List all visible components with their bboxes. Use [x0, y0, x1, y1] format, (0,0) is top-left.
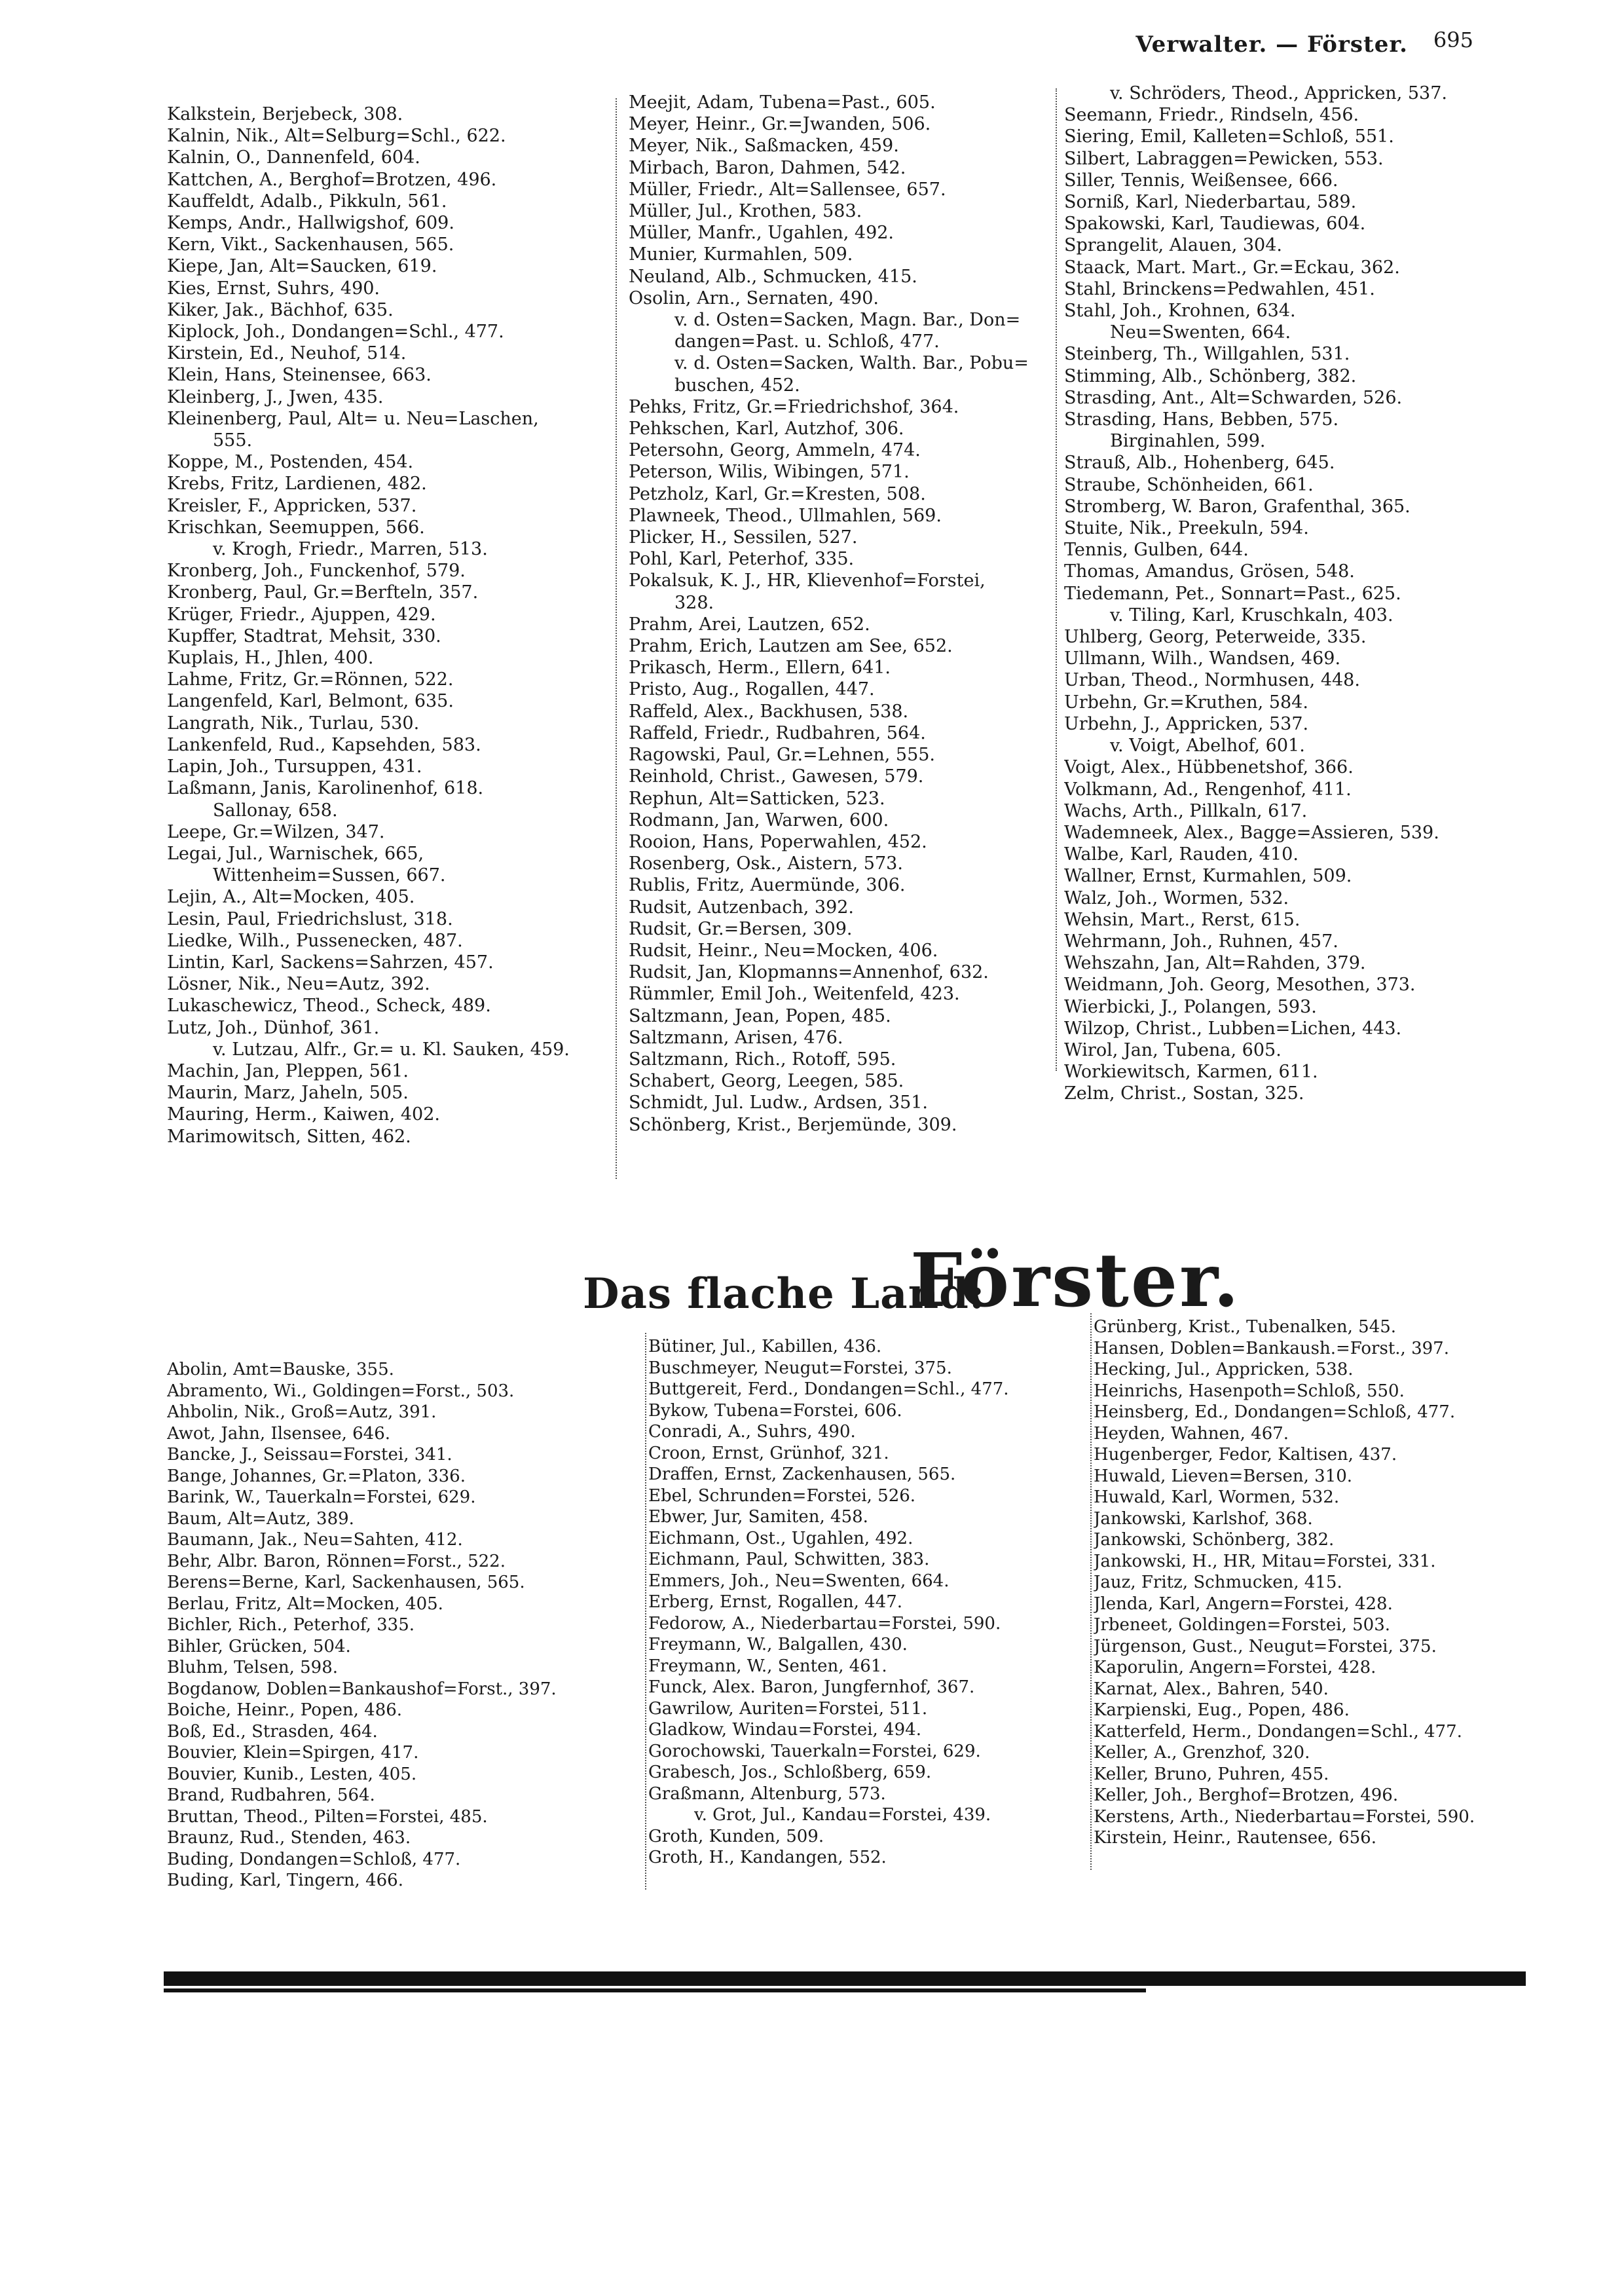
list-item: Heinsberg, Ed., Dondangen=Schloß, 477.: [1094, 1402, 1456, 1422]
list-item: Müller, Manfr., Ugahlen, 492.: [629, 223, 895, 244]
list-item: Zelm, Christ., Sostan, 325.: [1064, 1083, 1304, 1104]
list-item: Berens=Berne, Karl, Sackenhausen, 565.: [167, 1573, 525, 1592]
list-item: Lukaschewicz, Theod., Scheck, 489.: [167, 996, 491, 1017]
list-item: Rudsit, Gr.=Bersen, 309.: [629, 918, 853, 939]
list-item: Baum, Alt=Autz, 389.: [167, 1508, 354, 1529]
list-item: Gawrilow, Auriten=Forstei, 511.: [648, 1698, 928, 1719]
list-item: Lankenfeld, Rud., Kapsehden, 583.: [167, 734, 481, 755]
foerster-column-1: [167, 1359, 652, 1892]
list-item: Eichmann, Paul, Schwitten, 383.: [648, 1550, 930, 1569]
list-item: 555.: [213, 430, 253, 451]
list-item: Lesin, Paul, Friedrichslust, 318.: [167, 908, 453, 929]
list-item: Awot, Jahn, Ilsensee, 646.: [167, 1423, 391, 1444]
list-item: Kalnin, O., Dannenfeld, 604.: [167, 147, 420, 168]
list-item: Conradi, A., Suhrs, 490.: [648, 1422, 856, 1442]
list-item: Lintin, Karl, Sackens=Sahrzen, 457.: [167, 952, 494, 973]
list-item: Rümmler, Emil Joh., Weitenfeld, 423.: [629, 984, 960, 1005]
list-item: Boß, Ed., Strasden, 464.: [167, 1721, 378, 1742]
page-header: [1015, 25, 1473, 64]
section-heading-left: Das flache Land:: [583, 1269, 986, 1318]
list-item: Stahl, Brinckens=Pedwahlen, 451.: [1064, 278, 1375, 299]
list-item: Stimming, Alb., Schönberg, 382.: [1064, 365, 1357, 386]
list-item: Rudsit, Autzenbach, 392.: [629, 897, 855, 918]
list-item: Croon, Ernst, Grünhof, 321.: [648, 1443, 889, 1463]
list-item: Emmers, Joh., Neu=Swenten, 664.: [648, 1571, 950, 1591]
list-item: Baumann, Jak., Neu=Sahten, 412.: [167, 1530, 463, 1550]
list-item: Bancke, J., Seissau=Forstei, 341.: [167, 1445, 452, 1465]
list-item: Fedorow, A., Niederbartau=Forstei, 590.: [648, 1613, 1001, 1633]
list-item: Walz, Joh., Wormen, 532.: [1064, 887, 1289, 908]
list-item: Sprangelit, Alauen, 304.: [1064, 235, 1282, 256]
list-item: Marimowitsch, Sitten, 462.: [167, 1126, 411, 1147]
list-item: Langenfeld, Karl, Belmont, 635.: [167, 691, 454, 712]
list-item: Jürgenson, Gust., Neugut=Forstei, 375.: [1094, 1636, 1437, 1656]
list-item: Kemps, Andr., Hallwigshof, 609.: [167, 213, 454, 234]
list-item: Ullmann, Wilh., Wandsen, 469.: [1064, 648, 1341, 669]
list-item: Rodmann, Jan, Warwen, 600.: [629, 810, 889, 830]
list-item: Wirol, Jan, Tubena, 605.: [1064, 1039, 1282, 1060]
list-item: Wallner, Ernst, Kurmahlen, 509.: [1064, 866, 1352, 887]
list-item: Kiepe, Jan, Alt=Saucken, 619.: [167, 256, 437, 277]
list-item: dangen=Past. u. Schloß, 477.: [674, 331, 940, 352]
list-item: Jauz, Fritz, Schmucken, 415.: [1094, 1573, 1342, 1592]
list-item: Kreisler, F., Appricken, 537.: [167, 495, 417, 516]
list-item: Hansen, Doblen=Bankaush.=Forst., 397.: [1094, 1338, 1449, 1358]
list-item: v. Tiling, Karl, Kruschkaln, 403.: [1110, 605, 1393, 625]
list-item: Jrbeneet, Goldingen=Forstei, 503.: [1094, 1615, 1390, 1635]
list-item: Birginahlen, 599.: [1110, 431, 1266, 452]
list-item: Spakowski, Karl, Taudiewas, 604.: [1064, 214, 1366, 234]
list-item: Wittenheim=Sussen, 667.: [213, 865, 446, 886]
list-item: Schmidt, Jul. Ludw., Ardsen, 351.: [629, 1092, 929, 1113]
list-item: Tennis, Gulben, 644.: [1064, 540, 1249, 561]
foerster-column-2: [648, 1336, 1100, 1869]
list-item: Krebs, Fritz, Lardienen, 482.: [167, 474, 427, 494]
list-item: Groth, H., Kandangen, 552.: [648, 1848, 887, 1867]
list-item: Abramento, Wi., Goldingen=Forst., 503.: [167, 1381, 515, 1401]
list-item: Freymann, W., Senten, 461.: [648, 1656, 887, 1676]
list-item: Wehszahn, Jan, Alt=Rahden, 379.: [1064, 953, 1366, 974]
list-item: Machin, Jan, Pleppen, 561.: [167, 1060, 409, 1081]
list-item: Bütiner, Jul., Kabillen, 436.: [648, 1337, 882, 1356]
list-item: Langrath, Nik., Turlau, 530.: [167, 713, 420, 734]
list-item: Koppe, M., Postenden, 454.: [167, 452, 414, 473]
list-item: v. Lutzau, Alfr., Gr.= u. Kl. Sauken, 459.: [213, 1039, 570, 1060]
list-item: Straube, Schönheiden, 661.: [1064, 474, 1314, 495]
list-item: Plicker, H., Sessilen, 527.: [629, 527, 858, 548]
list-item: Munier, Kurmahlen, 509.: [629, 244, 853, 265]
list-item: Silbert, Labraggen=Pewicken, 553.: [1064, 148, 1384, 169]
list-item: Heyden, Wahnen, 467.: [1094, 1423, 1289, 1444]
list-item: Weidmann, Joh. Georg, Mesothen, 373.: [1064, 975, 1416, 996]
list-item: Kattchen, A., Berghof=Brotzen, 496.: [167, 169, 497, 190]
list-item: Grünberg, Krist., Tubenalken, 545.: [1094, 1317, 1397, 1337]
list-item: Rudsit, Heinr., Neu=Mocken, 406.: [629, 940, 938, 961]
list-item: Voigt, Alex., Hübbenetshof, 366.: [1064, 757, 1354, 778]
list-item: Wehrmann, Joh., Ruhnen, 457.: [1064, 931, 1338, 952]
list-item: Strasding, Ant., Alt=Schwarden, 526.: [1064, 387, 1403, 408]
list-item: Keller, A., Grenzhof, 320.: [1094, 1743, 1310, 1763]
list-item: Buschmeyer, Neugut=Forstei, 375.: [648, 1358, 952, 1378]
list-item: Schabert, Georg, Leegen, 585.: [629, 1071, 904, 1092]
list-item: Buttgereit, Ferd., Dondangen=Schl., 477.: [648, 1379, 1009, 1399]
list-item: Prikasch, Herm., Ellern, 641.: [629, 658, 891, 679]
list-item: Hecking, Jul., Appricken, 538.: [1094, 1360, 1354, 1379]
list-item: Laßmann, Janis, Karolinenhof, 618.: [167, 778, 484, 799]
list-item: Stromberg, W. Baron, Grafenthal, 365.: [1064, 496, 1411, 517]
list-item: Huwald, Lieven=Bersen, 310.: [1094, 1466, 1353, 1486]
list-item: Braunz, Rud., Stenden, 463.: [167, 1828, 411, 1848]
list-item: Mirbach, Baron, Dahmen, 542.: [629, 157, 906, 178]
list-item: Wierbicki, J., Polangen, 593.: [1064, 996, 1317, 1017]
list-item: Barink, W., Tauerkaln=Forstei, 629.: [167, 1487, 476, 1507]
list-item: Krischkan, Seemuppen, 566.: [167, 517, 425, 538]
list-item: Stuite, Nik., Preekuln, 594.: [1064, 518, 1309, 539]
column-divider: [1090, 1313, 1092, 1870]
list-item: Kies, Ernst, Suhrs, 490.: [167, 278, 380, 299]
list-item: Freymann, W., Balgallen, 430.: [648, 1635, 908, 1654]
list-item: Saltzmann, Jean, Popen, 485.: [629, 1005, 891, 1026]
list-item: Legai, Jul., Warnischek, 665,: [167, 843, 424, 864]
list-item: Prahm, Erich, Lautzen am See, 652.: [629, 636, 953, 657]
list-item: 328.: [674, 592, 714, 613]
list-item: Pehks, Fritz, Gr.=Friedrichshof, 364.: [629, 396, 959, 417]
list-item: Prahm, Arei, Lautzen, 652.: [629, 614, 870, 635]
list-item: Funck, Alex. Baron, Jungfernhof, 367.: [648, 1677, 975, 1697]
list-item: Sallonay, 658.: [213, 800, 338, 821]
bottom-rule: [164, 1971, 1526, 1986]
list-item: Draffen, Ernst, Zackenhausen, 565.: [648, 1465, 956, 1484]
list-item: buschen, 452.: [674, 375, 800, 396]
list-item: Peterson, Wilis, Wibingen, 571.: [629, 462, 910, 483]
list-item: Pristo, Aug., Rogallen, 447.: [629, 679, 875, 700]
list-item: Ahbolin, Nik., Groß=Autz, 391.: [167, 1402, 437, 1422]
list-item: Meyer, Heinr., Gr.=Jwanden, 506.: [629, 114, 931, 135]
list-item: Pokalsuk, K. J., HR, Klievenhof=Forstei,: [629, 570, 986, 591]
list-item: Lösner, Nik., Neu=Autz, 392.: [167, 974, 430, 995]
list-item: Stahl, Joh., Krohnen, 634.: [1064, 301, 1296, 322]
bottom-rule-thin: [164, 1988, 1146, 1992]
list-item: Kiplock, Joh., Dondangen=Schl., 477.: [167, 322, 504, 343]
running-title: Verwalter. — Förster.: [1135, 31, 1408, 58]
list-item: Brand, Rudbahren, 564.: [167, 1785, 375, 1805]
list-item: Steinberg, Th., Willgahlen, 531.: [1064, 344, 1350, 365]
list-item: Lahme, Fritz, Gr.=Rönnen, 522.: [167, 669, 454, 690]
list-item: Kuplais, H., Jhlen, 400.: [167, 648, 374, 669]
list-item: Kupffer, Stadtrat, Mehsit, 330.: [167, 625, 441, 646]
list-item: Siller, Tennis, Weißensee, 666.: [1064, 170, 1338, 191]
list-item: Workiewitsch, Karmen, 611.: [1064, 1062, 1318, 1083]
list-item: Petzholz, Karl, Gr.=Kresten, 508.: [629, 483, 926, 504]
list-item: Plawneek, Theod., Ullmahlen, 569.: [629, 505, 942, 526]
list-item: Keller, Bruno, Puhren, 455.: [1094, 1764, 1329, 1784]
list-item: v. d. Osten=Sacken, Magn. Bar., Don=: [674, 310, 1021, 331]
list-item: Erberg, Ernst, Rogallen, 447.: [648, 1592, 903, 1612]
list-item: Rublis, Fritz, Auermünde, 306.: [629, 875, 906, 896]
list-item: Saltzmann, Rich., Rotoff, 595.: [629, 1049, 896, 1070]
list-item: Urbehn, Gr.=Kruthen, 584.: [1064, 692, 1308, 713]
list-item: Ebwer, Jur, Samiten, 458.: [648, 1507, 868, 1527]
list-item: Staack, Mart. Mart., Gr.=Eckau, 362.: [1064, 257, 1400, 278]
list-item: Boiche, Heinr., Popen, 486.: [167, 1700, 403, 1720]
list-item: Mauring, Herm., Kaiwen, 402.: [167, 1104, 440, 1125]
list-item: Sorniß, Karl, Niederbartau, 589.: [1064, 192, 1357, 213]
list-item: Katterfeld, Herm., Dondangen=Schl., 477.: [1094, 1721, 1462, 1742]
list-item: Strasding, Hans, Bebben, 575.: [1064, 409, 1339, 430]
list-item: Klein, Hans, Steinensee, 663.: [167, 365, 432, 386]
list-item: Bouvier, Kunib., Lesten, 405.: [167, 1764, 417, 1784]
section-heading: [583, 1231, 1241, 1330]
entries-column-1: [167, 103, 625, 1148]
list-item: Uhlberg, Georg, Peterweide, 335.: [1064, 627, 1367, 648]
list-item: v. Schröders, Theod., Appricken, 537.: [1110, 83, 1447, 103]
list-item: Wilzop, Christ., Lubben=Lichen, 443.: [1064, 1018, 1402, 1039]
section-heading-right: Förster.: [910, 1238, 1241, 1324]
list-item: Kirstein, Ed., Neuhof, 514.: [167, 343, 407, 364]
column-divider: [1056, 88, 1057, 1071]
list-item: Kleinberg, J., Jwen, 435.: [167, 386, 384, 407]
list-item: Wehsin, Mart., Rerst, 615.: [1064, 909, 1301, 930]
list-item: Krüger, Friedr., Ajuppen, 429.: [167, 604, 436, 625]
list-item: Walbe, Karl, Rauden, 410.: [1064, 844, 1299, 865]
list-item: Ebel, Schrunden=Forstei, 526.: [648, 1485, 916, 1506]
list-item: Bange, Johannes, Gr.=Platon, 336.: [167, 1466, 466, 1486]
list-item: Rudsit, Jan, Klopmanns=Annenhof, 632.: [629, 962, 989, 983]
list-item: Meejit, Adam, Tubena=Past., 605.: [629, 92, 936, 113]
list-item: Bykow, Tubena=Forstei, 606.: [648, 1400, 902, 1421]
list-item: Schönberg, Krist., Berjemünde, 309.: [629, 1114, 957, 1135]
list-item: Rephun, Alt=Satticken, 523.: [629, 788, 885, 809]
list-item: Rosenberg, Osk., Aistern, 573.: [629, 853, 903, 874]
list-item: Liedke, Wilh., Pussenecken, 487.: [167, 930, 463, 951]
list-item: Grabesch, Jos., Schloßberg, 659.: [648, 1763, 932, 1782]
list-item: Thomas, Amandus, Grösen, 548.: [1064, 561, 1355, 582]
list-item: Urban, Theod., Normhusen, 448.: [1064, 670, 1360, 691]
list-item: Jankowski, H., HR, Mitau=Forstei, 331.: [1094, 1551, 1436, 1571]
list-item: Huwald, Karl, Wormen, 532.: [1094, 1487, 1340, 1507]
list-item: Bluhm, Telsen, 598.: [167, 1658, 339, 1677]
list-item: Abolin, Amt=Bauske, 355.: [167, 1360, 394, 1379]
list-item: Müller, Jul., Krothen, 583.: [629, 201, 862, 222]
list-item: Kerstens, Arth., Niederbartau=Forstei, 590.: [1094, 1806, 1475, 1827]
list-item: Bichler, Rich., Peterhof, 335.: [167, 1615, 415, 1635]
list-item: v. d. Osten=Sacken, Walth. Bar., Pobu=: [674, 353, 1029, 374]
list-item: Kaporulin, Angern=Forstei, 428.: [1094, 1658, 1376, 1677]
list-item: Gorochowski, Tauerkaln=Forstei, 629.: [648, 1741, 981, 1761]
list-item: Berlau, Fritz, Alt=Mocken, 405.: [167, 1594, 443, 1614]
list-item: Kalkstein, Berjebeck, 308.: [167, 104, 403, 124]
list-item: Hugenberger, Fedor, Kaltisen, 437.: [1094, 1445, 1397, 1465]
list-item: v. Voigt, Abelhof, 601.: [1110, 736, 1305, 756]
list-item: Kleinenberg, Paul, Alt= u. Neu=Laschen,: [167, 408, 539, 429]
list-item: Kirstein, Heinr., Rautensee, 656.: [1094, 1828, 1376, 1848]
list-item: Kronberg, Joh., Funckenhof, 579.: [167, 561, 466, 582]
list-item: Siering, Emil, Kalleten=Schloß, 551.: [1064, 126, 1394, 147]
list-item: Wademneek, Alex., Bagge=Assieren, 539.: [1064, 822, 1439, 843]
list-item: Lejin, A., Alt=Mocken, 405.: [167, 887, 415, 908]
list-item: Reinhold, Christ., Gawesen, 579.: [629, 766, 924, 787]
list-item: Lapin, Joh., Tursuppen, 431.: [167, 756, 422, 777]
list-item: Karpienski, Eug., Popen, 486.: [1094, 1700, 1350, 1720]
column-divider: [645, 1333, 646, 1890]
list-item: Lutz, Joh., Dünhof, 361.: [167, 1017, 380, 1038]
list-item: Graßmann, Altenburg, 573.: [648, 1783, 886, 1804]
list-item: Meyer, Nik., Saßmacken, 459.: [629, 136, 899, 157]
list-item: Kronberg, Paul, Gr.=Berfteln, 357.: [167, 582, 479, 603]
list-item: Strauß, Alb., Hohenberg, 645.: [1064, 453, 1335, 474]
list-item: Behr, Albr. Baron, Rönnen=Forst., 522.: [167, 1551, 506, 1571]
list-item: Rooion, Hans, Poperwahlen, 452.: [629, 831, 927, 852]
list-item: Jankowski, Karlshof, 368.: [1094, 1508, 1313, 1529]
list-item: Bouvier, Klein=Spirgen, 417.: [167, 1743, 419, 1763]
list-item: Pehkschen, Karl, Autzhof, 306.: [629, 419, 904, 439]
list-item: Kauffeldt, Adalb., Pikkuln, 561.: [167, 191, 447, 212]
list-item: Bruttan, Theod., Pilten=Forstei, 485.: [167, 1806, 488, 1827]
foerster-column-3: [1094, 1316, 1526, 1849]
list-item: Osolin, Arn., Sernaten, 490.: [629, 288, 879, 308]
page-number: 695: [1433, 28, 1473, 52]
entries-column-3: [1064, 83, 1483, 1105]
list-item: Neu=Swenten, 664.: [1110, 322, 1291, 343]
list-item: Pohl, Karl, Peterhof, 335.: [629, 549, 855, 570]
column-divider: [616, 98, 617, 1179]
list-item: Kern, Vikt., Sackenhausen, 565.: [167, 234, 454, 255]
list-item: Buding, Karl, Tingern, 466.: [167, 1871, 403, 1890]
list-item: Eichmann, Ost., Ugahlen, 492.: [648, 1528, 913, 1548]
list-item: Kalnin, Nik., Alt=Selburg=Schl., 622.: [167, 126, 506, 147]
list-item: v. Krogh, Friedr., Marren, 513.: [213, 539, 488, 560]
list-item: Seemann, Friedr., Rindseln, 456.: [1064, 105, 1359, 126]
list-item: Keller, Joh., Berghof=Brotzen, 496.: [1094, 1785, 1399, 1805]
list-item: Buding, Dondangen=Schloß, 477.: [167, 1849, 461, 1869]
list-item: Urbehn, J., Appricken, 537.: [1064, 713, 1309, 734]
list-item: Wachs, Arth., Pillkaln, 617.: [1064, 800, 1308, 821]
list-item: Jankowski, Schönberg, 382.: [1094, 1530, 1335, 1550]
list-item: Maurin, Marz, Jaheln, 505.: [167, 1083, 409, 1104]
list-item: Saltzmann, Arisen, 476.: [629, 1027, 843, 1048]
list-item: Leepe, Gr.=Wilzen, 347.: [167, 821, 385, 842]
list-item: Bogdanow, Doblen=Bankaushof=Forst., 397.: [167, 1679, 557, 1699]
list-item: Bihler, Grücken, 504.: [167, 1636, 351, 1656]
list-item: Heinrichs, Hasenpoth=Schloß, 550.: [1094, 1381, 1405, 1401]
list-item: Neuland, Alb., Schmucken, 415.: [629, 266, 917, 287]
list-item: v. Grot, Jul., Kandau=Forstei, 439.: [694, 1805, 991, 1825]
list-item: Karnat, Alex., Bahren, 540.: [1094, 1679, 1329, 1699]
list-item: Jlenda, Karl, Angern=Forstei, 428.: [1094, 1594, 1393, 1614]
list-item: Groth, Kunden, 509.: [648, 1826, 824, 1846]
list-item: Tiedemann, Pet., Sonnart=Past., 625.: [1064, 583, 1401, 604]
list-item: Raffeld, Friedr., Rudbahren, 564.: [629, 722, 926, 743]
list-item: Petersohn, Georg, Ammeln, 474.: [629, 440, 921, 461]
list-item: Kiker, Jak., Bächhof, 635.: [167, 299, 394, 320]
list-item: Gladkow, Windau=Forstei, 494.: [648, 1720, 921, 1740]
list-item: Müller, Friedr., Alt=Sallensee, 657.: [629, 179, 946, 200]
list-item: Raffeld, Alex., Backhusen, 538.: [629, 701, 909, 722]
list-item: Ragowski, Paul, Gr.=Lehnen, 555.: [629, 745, 936, 766]
list-item: Volkmann, Ad., Rengenhof, 411.: [1064, 779, 1352, 800]
entries-column-2: [629, 92, 1061, 1136]
